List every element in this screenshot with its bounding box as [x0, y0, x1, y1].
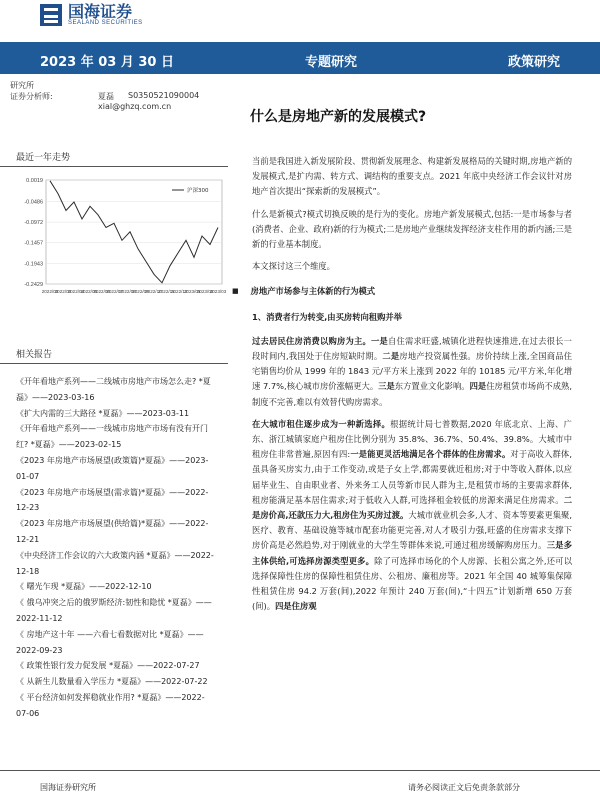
- related-report-item[interactable]: 《 俄乌冲突之后的俄罗斯经济:韧性和隐忧 *夏磊》——2022-11-12: [16, 598, 212, 623]
- subsection-heading: 1、消费者行为转变,由买房转向租购并举: [252, 311, 402, 322]
- analyst-license: S0350521090004: [128, 91, 200, 100]
- chart-x-tick-label: 2023/01: [183, 289, 201, 294]
- footer-disclaimer: 请务必阅读正文后免责条款部分: [408, 783, 520, 792]
- rental-text-3: 大城市就业机会多,人才、资本等要素更集聚,医疗、教育、基础设施等城市配套功能更完善,对人才吸引力强,旺盛的住房需求支撑下房价高是必然趋势,对于刚就业的大学生等群体来说,可通过租房缓解购房压力。: [252, 510, 573, 551]
- logo-mark-icon: [40, 4, 62, 26]
- report-type: 专题研究: [305, 55, 358, 70]
- rental-paragraph: [252, 417, 572, 615]
- related-report-item[interactable]: 《2023 年房地产市场展望(供给篇)*夏磊》——2022-12-21: [16, 519, 209, 544]
- logo-name-en: SEALAND SECURITIES: [68, 20, 143, 26]
- chart-x-tick-label: 2022/08: [119, 289, 136, 294]
- section-heading: ■ 房地产市场参与主体新的行为模式: [232, 284, 572, 299]
- chart-y-tick-label: 0.0019: [26, 178, 43, 184]
- purchase-paragraph: [252, 334, 572, 410]
- related-report-item[interactable]: 《 政策性银行发力促发展 *夏磊》——2022-07-27: [16, 661, 200, 671]
- chart-series-line: [50, 181, 218, 283]
- report-date: 2023 年 03 月 30 日: [40, 55, 174, 70]
- rental-point-2: 二是房价高,还款压力大,租房住为买房过渡。: [252, 494, 572, 521]
- page-footer: [0, 770, 600, 801]
- rental-point-1: 一是能更灵活地满足各个群体的住房需求。: [350, 449, 511, 460]
- rental-lead: 在大城市租住逐步成为一种新选择。: [252, 418, 391, 429]
- bold-point-2: 二是: [382, 351, 400, 362]
- chart-x-tick-label: 2022/12: [170, 289, 188, 294]
- chart-x-tick-label: 2022/06: [93, 289, 110, 294]
- related-report-item[interactable]: 《 平台经济如何发挥稳就业作用? *夏磊》——2022-07-06: [16, 692, 205, 718]
- related-report-item[interactable]: 《中央经济工作会议的六大政策内涵 *夏磊》——2022-12-18: [16, 550, 214, 576]
- related-reports-header: [0, 347, 228, 364]
- new-model-paragraph: 什么是新模式?模式切换反映的是行为的变化。房地产新发展模式,包括:一是市场参与者(消费者、企业、政府)新的行为模式;二是房地产业继续发挥经济支柱作用的新内涵;三是新的行业基本制度。: [252, 208, 572, 250]
- chart-x-tick-label: 2022/10: [145, 289, 162, 294]
- chart-plot-frame: [46, 180, 222, 284]
- trend-chart-header: [0, 150, 228, 167]
- analyst-name: 夏磊: [98, 92, 114, 101]
- chart-y-tick-label: -0.1943: [24, 261, 43, 268]
- report-body: [252, 154, 572, 621]
- related-report-item[interactable]: 《 曙光乍现 *夏磊》——2022-12-10: [16, 582, 152, 592]
- brand-logo: [40, 2, 200, 28]
- analyst-role-label: 证券分析师:: [10, 92, 53, 101]
- footer-institute: 国海证券研究所: [40, 783, 96, 792]
- bold-point-3: 三是: [378, 381, 395, 392]
- chart-x-tick-label: 2023/03: [209, 289, 227, 294]
- bold-lead: 过去居民住房消费以购房为主。: [252, 335, 371, 346]
- related-report-item[interactable]: 《开年看地产系列——一线城市房地产市场有没有开门红? *夏磊》——2023-02-15: [16, 424, 208, 450]
- point-2-text: 房地产投资属性强。房价持续上涨,全国商品住宅销售均价从 1999 年的 1843 元/平方米上涨到 2022 年的 10185 元/平方米,年化增速 7.7%,核心城市房价涨幅更大。: [252, 351, 572, 392]
- chart-y-tick-label: -0.0972: [24, 220, 43, 227]
- chart-x-tick-label: 2022/09: [132, 289, 149, 294]
- scope-paragraph: 本文探讨这三个维度。: [252, 261, 335, 272]
- related-report-item[interactable]: 《开年看地产系列——二线城市房地产市场怎么走? *夏磊》——2023-03-16: [16, 377, 211, 402]
- chart-x-tick-label: 2022/05: [80, 289, 98, 294]
- related-reports-title: 相关报告: [16, 350, 53, 360]
- related-report-item[interactable]: 《扩大内需的三大路径 *夏磊》——2023-03-11: [16, 408, 190, 418]
- rental-text-2: 对于高收入群体,虽具备买房实力,由于工作变动,或是子女上学,都需要就近租房;对于中等收入群体,以应届毕业生、自由职业者、外来务工人员等新市民人群为主,是租赁市场的主要需求群体,租房能满足基本居住需求;对于低收入人群,可选择租金较低的房源来满足住房需求。: [252, 449, 572, 505]
- rental-text-1: 根据统计局七普数据,2020 年底北京、上海、广东、浙江城镇家庭户租房住比例分别为 35.8%、36.7%、50.4%、39.8%。大城市中租房住非常普遍,原因有四:: [252, 418, 572, 460]
- point-1-text: 自住需求旺盛,城镇化进程快速推进,在过去很长一段时间内,我国处于住房短缺时期。: [252, 335, 572, 362]
- chart-legend-label: 沪深300: [187, 188, 209, 194]
- report-category: 政策研究: [508, 55, 561, 70]
- logo-name-cn: 国海证券: [68, 2, 133, 21]
- chart-y-tick-label: -0.1457: [24, 240, 43, 247]
- chart-x-tick-label: 2022/03: [41, 289, 59, 294]
- institute-label: 研究所: [10, 81, 34, 90]
- report-title: 什么是房地产新的发展模式?: [250, 109, 427, 125]
- related-report-item[interactable]: 《 房地产这十年 ——六看七看数据对比 *夏磊》——2022-09-23: [16, 629, 204, 655]
- chart-x-tick-label: 2022/04: [67, 289, 85, 294]
- chart-x-tick-label: 2022/03: [54, 289, 72, 294]
- rental-point-4: 四是住房观: [275, 601, 317, 612]
- chart-x-tick-label: 2022/07: [106, 289, 123, 294]
- intro-paragraph: 当前是我国进入新发展阶段、贯彻新发展理念、构建新发展格局的关键时期,房地产新的发展模式,是扩内需、转方式、调结构的重要支点。2021 年底中央经济工作会议针对房地产首次提出“探索新的发展模式”。: [252, 156, 572, 197]
- related-report-item[interactable]: 《2023 年房地产市场展望(政策篇)*夏磊》——2023-01-07: [16, 455, 209, 481]
- rental-point-3: 三是多主体供给,可选择房源类型更多。: [252, 540, 572, 566]
- chart-y-tick-label: -0.0486: [24, 199, 43, 206]
- related-report-item[interactable]: 《2023 年房地产市场展望(需求篇)*夏磊》——2022-12-23: [16, 487, 209, 513]
- bold-point-4: 四是: [469, 381, 487, 392]
- analyst-email[interactable]: xial@ghzq.com.cn: [98, 102, 172, 111]
- bold-point-1: 一是: [371, 335, 388, 346]
- report-header-bar: [0, 42, 600, 74]
- chart-x-tick-label: 2022/11: [158, 289, 175, 294]
- point-4-text: 住房租赁市场尚不成熟,制度不完善,难以有效替代购房需求。: [252, 381, 572, 407]
- chart-x-tick-label: 2023/02: [196, 289, 214, 294]
- trend-chart: [8, 172, 232, 300]
- chart-y-tick-label: -0.2429: [24, 282, 43, 288]
- rental-text-4: 除了可选择市场化的个人房源、长租公寓之外,还可以选择保障性住房的保障性租赁住房、公租房、廉租房等。2021 年全国 40 城筹集保障性租赁住房 94.2 万套(间),2022 年预计 240 万套(间),“十四五”计划新增 650 万套(间)。: [252, 555, 573, 612]
- related-reports-list: [16, 374, 216, 722]
- point-3-text: 东方置业文化影响。: [394, 381, 470, 392]
- trend-chart-title: 最近一年走势: [16, 153, 71, 163]
- related-report-item[interactable]: 《 从新生儿数量看入学压力 *夏磊》——2022-07-22: [16, 677, 208, 687]
